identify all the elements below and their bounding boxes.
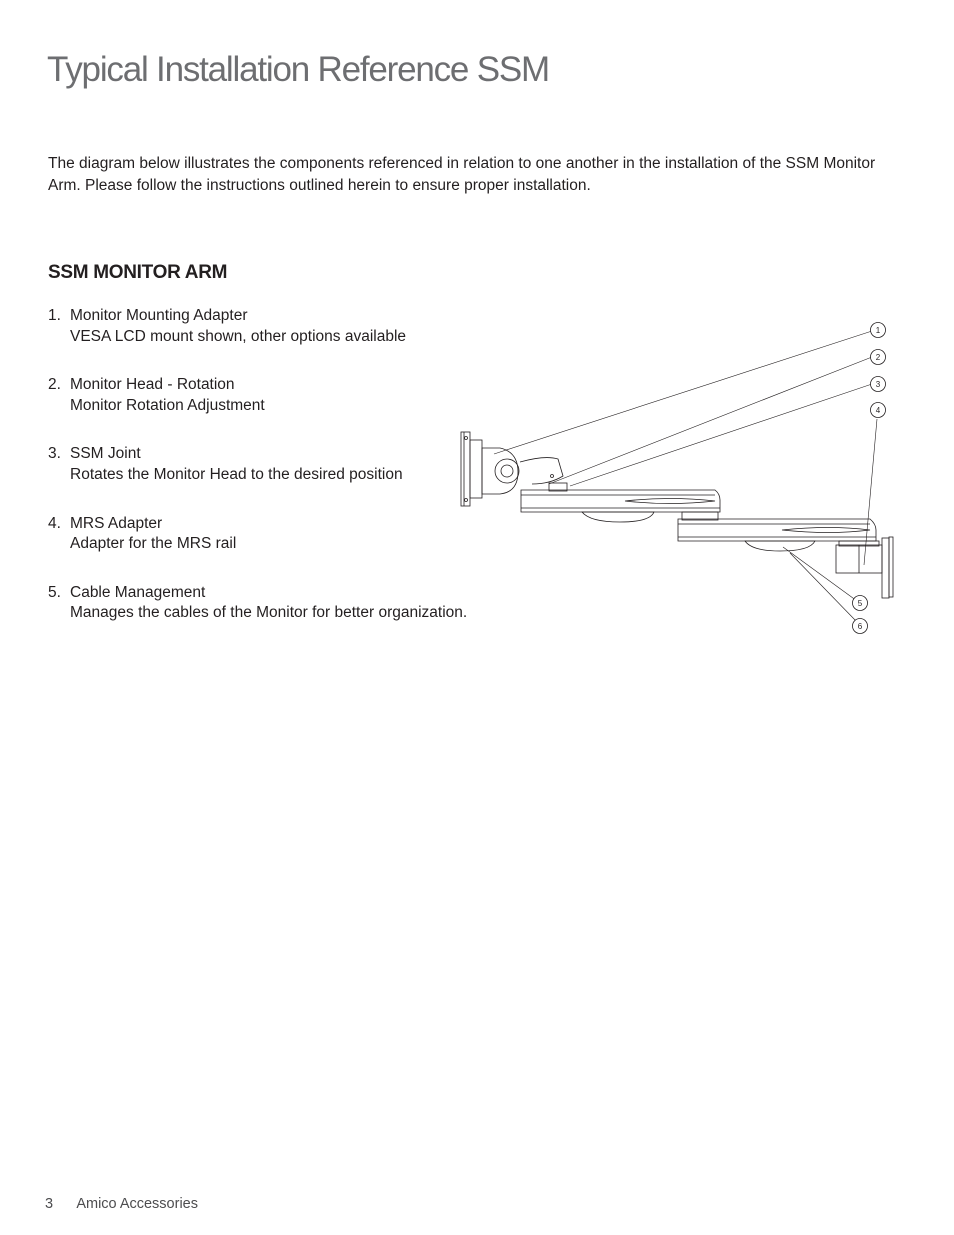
svg-text:1: 1 [875,326,881,335]
item-description: Rotates the Monitor Head to the desired position [70,465,403,483]
item-name: SSM Joint [70,445,141,463]
lower-arm [678,519,879,551]
item-description: Manages the cables of the Monitor for better organization. [70,604,468,622]
callout-5 [853,596,868,611]
leader-lines [494,331,877,621]
ssm-joint [521,483,720,522]
callout-1 [871,323,886,338]
item-number: 2. [48,376,61,394]
item-number: 5. [48,583,61,601]
callout-2 [871,350,886,365]
callout-3 [871,377,886,392]
monitor-head-rotation [482,448,563,494]
svg-text:4: 4 [875,406,881,415]
item-number: 1. [48,307,61,324]
monitor-mounting-adapter [461,432,482,506]
svg-text:2: 2 [875,353,881,362]
item-number: 4. [48,514,61,532]
item-description: Adapter for the MRS rail [70,535,237,553]
item-name: Monitor Mounting Adapter [70,307,248,324]
page-footer [45,1196,198,1212]
svg-text:3: 3 [875,380,881,389]
item-number: 3. [48,445,61,463]
footer-text: Amico Accessories [76,1196,198,1212]
item-description: Monitor Rotation Adjustment [70,396,265,414]
item-description: VESA LCD mount shown, other options available [70,327,407,345]
svg-text:5: 5 [857,599,863,608]
callout-6 [853,619,868,634]
callout-4 [871,403,886,418]
svg-text:6: 6 [857,622,863,631]
intro-paragraph: The diagram below illustrates the components referenced in relation to one another in the installation of the SSM Monitor Arm. Please follow the instructions outlined herein to ensure proper installation. [48,155,876,194]
monitor-arm-diagram [455,315,905,645]
item-name: Cable Management [70,583,206,601]
item-name: Monitor Head - Rotation [70,376,235,394]
page-number: 3 [45,1196,54,1212]
page-title: Typical Installation Reference SSM [47,50,549,89]
section-heading: SSM MONITOR ARM [48,262,228,283]
item-name: MRS Adapter [70,514,163,532]
